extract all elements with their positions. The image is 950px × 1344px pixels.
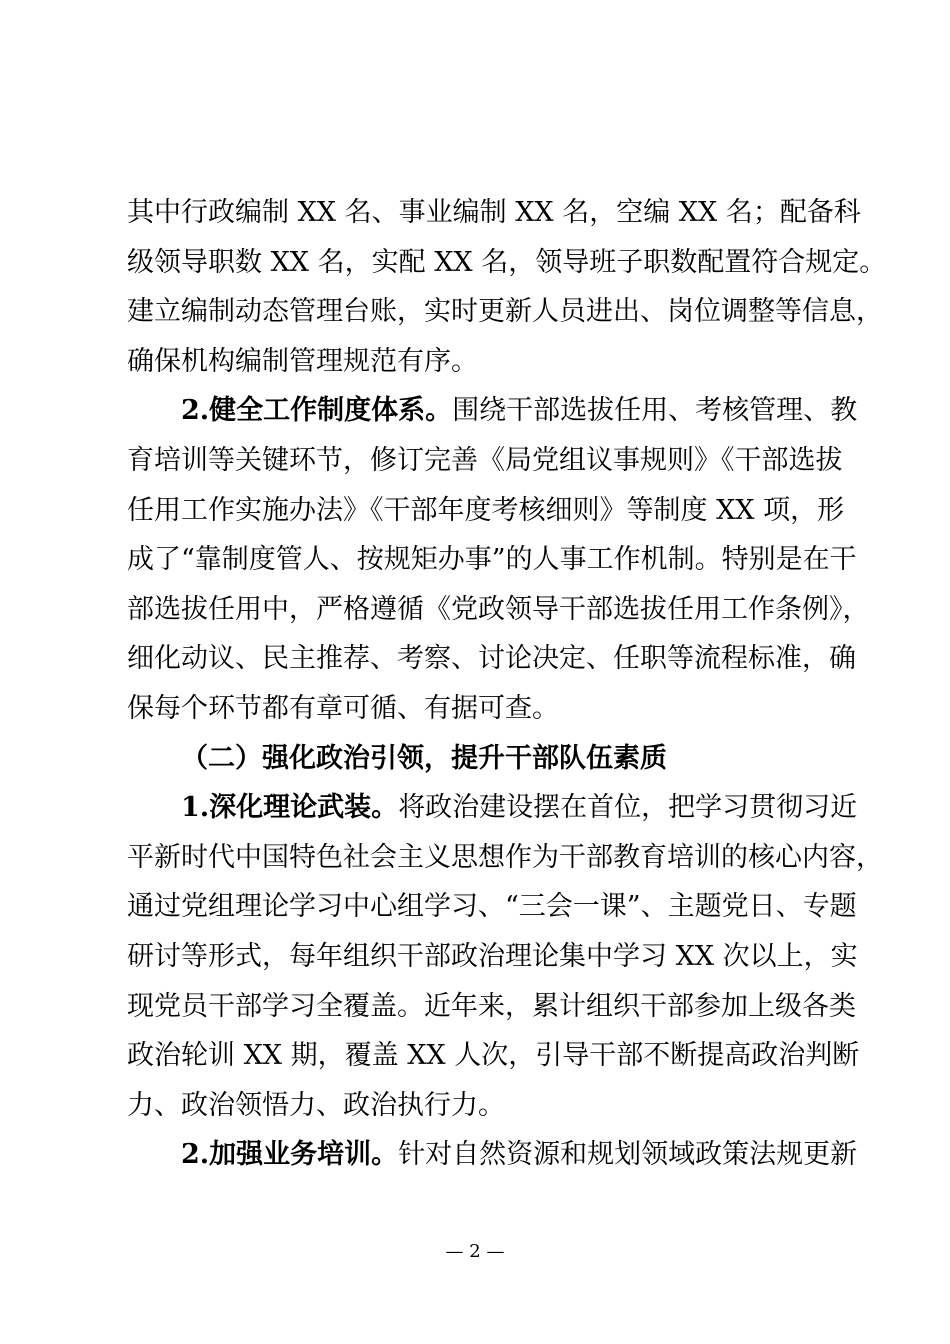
text-line: 建立编制动态管理台账，实时更新人员进出、岗位调整等信息， bbox=[127, 296, 883, 328]
text-line: 细化动议、民主推荐、考察、讨论决定、任职等流程标准，确 bbox=[127, 643, 856, 675]
text-line bbox=[127, 386, 858, 436]
text-line bbox=[127, 783, 858, 833]
paragraph-heading: 2.健全工作制度体系。 bbox=[181, 395, 453, 427]
text-line: 育培训等关键环节，修订完善《局党组议事规则》《干部选拔 bbox=[127, 444, 843, 476]
text-line: 确保机构编制管理规范有序。 bbox=[127, 345, 478, 377]
text-line: 现党员干部学习全覆盖。近年来，累计组织干部参加上级各类 bbox=[127, 990, 856, 1022]
text-line: 部选拔任用中，严格遵循《党政领导干部选拔任用工作条例》， bbox=[127, 593, 870, 625]
paragraph-theory bbox=[127, 783, 883, 1130]
text-line: 任用工作实施办法》《干部年度考核细则》等制度 XX 项，形 bbox=[127, 494, 845, 526]
text-line: 其中行政编制 XX 名、事业编制 XX 名，空编 XX 名；配备科 bbox=[127, 197, 861, 228]
section-heading: （二）强化政治引领，提升干部队伍素质 bbox=[181, 742, 667, 774]
paragraph-heading: 1.深化理论武装。 bbox=[181, 792, 399, 824]
paragraph-system bbox=[127, 386, 870, 733]
text-line: 成了“靠制度管人、按规矩办事”的人事工作机制。特别是在干 bbox=[127, 544, 857, 576]
page-number: — 2 — bbox=[445, 1241, 505, 1262]
text-line: 通过党组理论学习中心组学习、“三会一课”、主题党日、专题 bbox=[127, 891, 857, 923]
text-line: 平新时代中国特色社会主义思想作为干部教育培训的核心内容， bbox=[127, 841, 883, 873]
paragraph-training bbox=[127, 1130, 858, 1180]
paragraph-staffing bbox=[127, 188, 887, 386]
text-line: 政治轮训 XX 期，覆盖 XX 人次，引导干部不断提高政治判断 bbox=[127, 1040, 860, 1072]
text-run: 围绕干部选拔任用、考核管理、教 bbox=[452, 395, 858, 427]
text-run: 针对自然资源和规划领域政策法规更新 bbox=[398, 1139, 858, 1171]
text-line: 研讨等形式，每年组织干部政治理论集中学习 XX 次以上，实 bbox=[127, 940, 858, 972]
text-line: 保每个环节都有章可循、有据可查。 bbox=[127, 692, 559, 724]
document-body bbox=[127, 188, 887, 1180]
text-line: 力、政治领悟力、政治执行力。 bbox=[127, 1089, 505, 1121]
text-line: 级领导职数 XX 名，实配 XX 名，领导班子职数配置符合规定。 bbox=[127, 246, 887, 278]
paragraph-heading: 2.加强业务培训。 bbox=[181, 1139, 399, 1171]
text-run: 将政治建设摆在首位，把学习贯彻习近 bbox=[398, 792, 858, 824]
text-line bbox=[127, 1130, 858, 1180]
